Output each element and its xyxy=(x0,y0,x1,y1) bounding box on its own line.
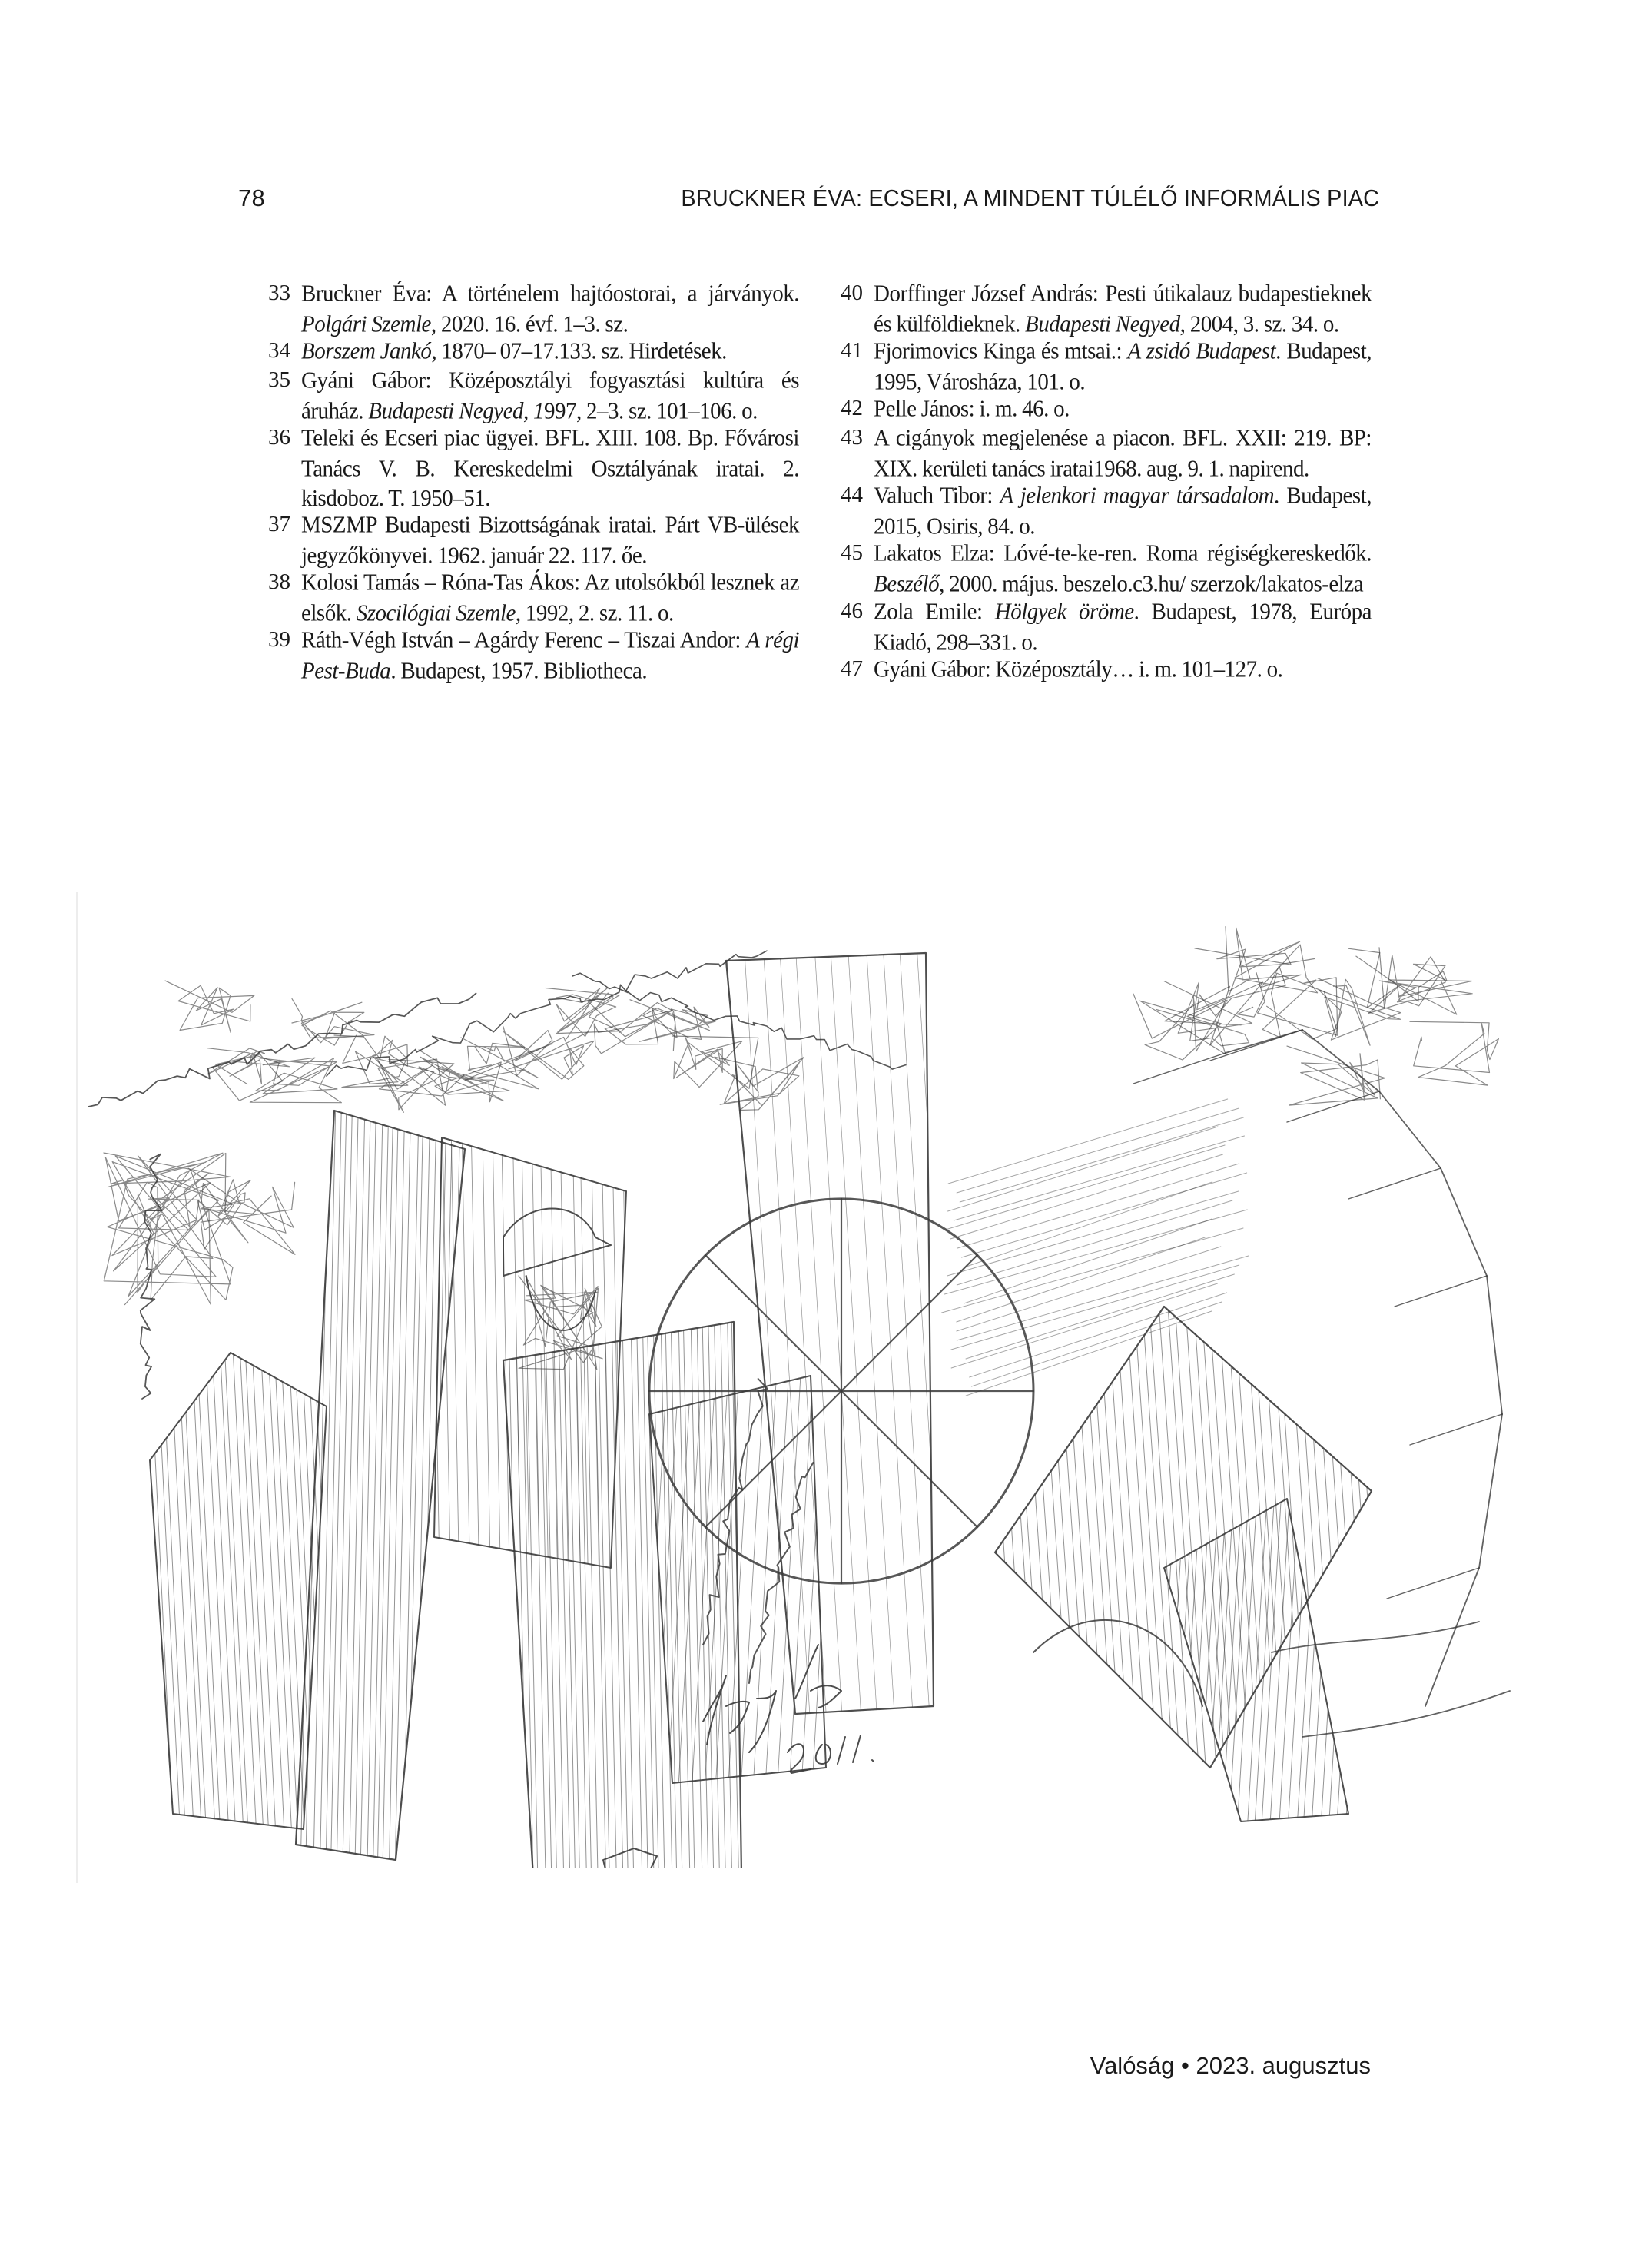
endnote-number: 47 xyxy=(841,656,863,681)
page-number: 78 xyxy=(238,184,265,211)
endnote-text-run: Gyáni Gábor: Középosztályi fogyasztási kultúra és áruház. xyxy=(301,367,799,423)
pen-ink-illustration xyxy=(73,876,1579,1868)
panel-hatching xyxy=(844,1307,1550,1768)
panel-hatching xyxy=(574,953,1116,1714)
endnotes-left-column xyxy=(254,279,799,683)
wind-streak xyxy=(957,1164,1239,1248)
endnote-text-run: , 1992, 2. sz. 11. o. xyxy=(515,599,674,626)
wind-streak xyxy=(947,1127,1217,1211)
endnote-number: 34 xyxy=(268,338,290,364)
wind-streak xyxy=(957,1256,1248,1340)
panel-wheel xyxy=(726,953,934,1714)
endnote-text xyxy=(301,510,799,571)
endnote-text-run: . Budapest, 1957. Bibliotheca. xyxy=(390,657,648,684)
endnote-number: 36 xyxy=(268,424,290,450)
endnote-text-run: Teleki és Ecseri piac ügyei. BFL. XIII. 108. Bp. Fővárosi Tanács V. B. Kereskedelmi Osztályának iratai. 2. kisdoboz. T. 1950–51. xyxy=(301,425,799,512)
endnote-number: 43 xyxy=(841,424,863,450)
wind-scribble xyxy=(1287,1046,1385,1105)
net-line xyxy=(1302,1691,1510,1737)
endnote-number: 44 xyxy=(841,483,863,508)
endnote xyxy=(254,568,799,626)
endnote-number: 46 xyxy=(841,598,863,623)
panel-hatching xyxy=(993,1499,1497,1821)
endnote-text-run: , 2020. 16. évf. 1–3. sz. xyxy=(430,310,629,337)
endnote-text-run: Valuch Tibor: xyxy=(874,483,1000,509)
endnote-text xyxy=(301,423,799,514)
footer-issue: Valóság • 2023. augusztus xyxy=(1090,2052,1371,2079)
wheel-spoke xyxy=(841,1391,977,1527)
endnote-title-italic: A zsidó Budapest xyxy=(1127,338,1276,364)
endnote xyxy=(826,539,1372,596)
wind-streak xyxy=(970,1293,1227,1377)
cloud-scribble xyxy=(503,1027,594,1079)
endnote-text xyxy=(301,337,799,367)
mountain-ridge xyxy=(327,951,767,1076)
endnote-text-run: A cigányok megjelenése a piacon. BFL. XXII: 219. BP: XIX. kerületi tanács iratai1968. aug. 9. 1. napirend. xyxy=(874,425,1372,482)
endnote-text-run: Ráth-Végh István – Agárdy Ferenc – Tiszai Andor: xyxy=(301,627,747,653)
endnote-number: 38 xyxy=(268,569,290,594)
cloud-scribble xyxy=(461,1038,552,1089)
endnote xyxy=(826,481,1372,539)
endnote-number: 45 xyxy=(841,540,863,566)
endnote-text-run: . Budapest, 1978, Európa Kiadó, 298–331. o. xyxy=(874,598,1372,655)
endnote-text xyxy=(874,279,1372,340)
wind-streak xyxy=(960,1117,1243,1202)
net-line xyxy=(1379,1091,1441,1168)
panel-hatching xyxy=(73,1353,496,1829)
cloud-scribble xyxy=(419,1050,509,1102)
endnote-text xyxy=(301,568,799,629)
endnote-title-italic: Polgári Szemle xyxy=(301,310,431,337)
net-line xyxy=(1387,1568,1479,1599)
endnote-title-italic: Budapesti Negyed, 1 xyxy=(368,397,544,423)
endnote-text-run: , 1870– 07–17.133. sz. Hirdetések. xyxy=(431,338,727,364)
wind-scribble xyxy=(1256,973,1338,1040)
net-line xyxy=(1395,1276,1487,1307)
face-profile xyxy=(1033,1620,1202,1706)
endnote-title-italic: Beszélő xyxy=(874,570,940,597)
endnote-text-run: MSZMP Budapesti Bizottságának iratai. Párt VB-ülések jegyzőkönyvei. 1962. január 22. 117. őe. xyxy=(301,511,799,568)
endnote-number: 41 xyxy=(841,338,863,364)
endnote-text xyxy=(301,626,799,686)
endnote-text-run: Zola Emile: xyxy=(874,598,995,625)
endnote xyxy=(254,366,799,423)
wind-streak xyxy=(966,1311,1212,1396)
cloud-scribble xyxy=(672,1036,758,1088)
endnote xyxy=(254,337,799,366)
endnote-text xyxy=(301,366,799,427)
net-line xyxy=(1133,1053,1226,1084)
shoe xyxy=(603,1848,657,1868)
endnote xyxy=(826,394,1372,423)
endnote xyxy=(826,279,1372,337)
endnote-text xyxy=(874,394,1372,424)
endnote-text-run: Gyáni Gábor: Középosztály… i. m. 101–127. o. xyxy=(874,656,1283,682)
cloud-scribble xyxy=(165,981,254,1032)
wind-streak xyxy=(947,1191,1239,1276)
endnote-text-run: Lakatos Elza: Lóvé-te-ke-ren. Roma régiségkereskedők. xyxy=(874,540,1372,567)
endnote-text xyxy=(874,337,1372,397)
cloud-scribble xyxy=(588,1001,677,1054)
endnote-text xyxy=(874,655,1372,685)
running-title: BRUCKNER ÉVA: ECSERI, A MINDENT TÚLÉLŐ INFORMÁLIS PIAC xyxy=(681,184,1379,211)
endnote-text-run: . Budapest, 1995, Városháza, 101. o. xyxy=(874,338,1372,395)
endnote-number: 39 xyxy=(268,627,290,653)
net-line xyxy=(1441,1168,1487,1276)
net-line xyxy=(1479,1414,1502,1568)
endnote-text-run: Dorffinger József András: Pesti útikalauz budapestieknek és külföldieknek. xyxy=(874,281,1372,337)
endnote-text xyxy=(874,481,1372,542)
endnote-text-run: 2004, 3. sz. 34. o. xyxy=(1185,310,1339,337)
signature-year xyxy=(788,1735,874,1773)
net-line xyxy=(1287,1091,1379,1122)
endnote xyxy=(826,337,1372,394)
wind-streak xyxy=(961,1173,1246,1257)
endnote-text-run: 997, 2–3. sz. 101–106. o. xyxy=(543,397,758,423)
tree-trunk xyxy=(141,1154,162,1400)
endnote-number: 40 xyxy=(841,281,863,305)
net-line xyxy=(1348,1168,1441,1199)
endnote-text xyxy=(301,279,799,340)
endnote-text xyxy=(874,597,1372,658)
endnote xyxy=(826,597,1372,655)
endnote xyxy=(254,423,799,510)
endnote xyxy=(254,279,799,337)
endnote-text-run: Bruckner Éva: A történelem hajtóostorai, a járványok. xyxy=(301,281,799,307)
endnote-text xyxy=(874,423,1372,484)
endnote-text-run: . Budapest, 2015, Osiris, 84. o. xyxy=(874,483,1372,540)
endnote-text-run: , 2000. május. beszelo.c3.hu/ szerzok/lakatos-elza xyxy=(939,570,1364,597)
wind-streak xyxy=(966,1274,1234,1359)
endnote-text-run: Pelle János: i. m. 46. o. xyxy=(874,396,1070,423)
wind-streak xyxy=(948,1099,1227,1184)
wind-streak xyxy=(954,1136,1244,1220)
endnote-text xyxy=(874,539,1372,599)
endnote-number: 37 xyxy=(268,511,290,536)
endnote xyxy=(826,423,1372,481)
net-line xyxy=(1425,1568,1479,1706)
wind-streak xyxy=(957,1247,1221,1331)
wind-streak xyxy=(950,1154,1223,1239)
wind-streak xyxy=(957,1108,1239,1193)
tree-foliage xyxy=(104,1153,233,1305)
endnote-number: 42 xyxy=(841,396,863,421)
endnote xyxy=(826,655,1372,684)
hat xyxy=(503,1209,611,1277)
endnote xyxy=(254,510,799,568)
wind-scribble xyxy=(1318,978,1401,1046)
endnote-title-italic: A jelenkori magyar társadalom xyxy=(1000,483,1275,509)
endnotes-right-column xyxy=(826,279,1372,683)
endnote-title-italic: Budapesti Negyed, xyxy=(1024,310,1186,337)
wind-streak xyxy=(946,1145,1226,1230)
endnote-text-run: Kolosi Tamás – Róna-Tas Ákos: Az utolsókból lesznek az elsők. xyxy=(301,569,799,626)
endnote-number: 35 xyxy=(268,367,290,392)
endnote-title-italic: Szocilógiai Szemle xyxy=(356,599,516,626)
endnote-title-italic: Hölgyek öröme xyxy=(994,598,1134,625)
illustration-drawing xyxy=(73,876,1579,1868)
endnote-text-run: Fjorimovics Kinga és mtsai.: xyxy=(874,338,1128,364)
endnote-title-italic: A régi Pest-Buda xyxy=(301,627,800,684)
endnote xyxy=(254,626,799,683)
net-line xyxy=(1487,1276,1502,1414)
tree-foliage xyxy=(188,1168,295,1254)
net-line xyxy=(1410,1414,1502,1445)
wind-scribble xyxy=(1410,1021,1498,1085)
endnote-number: 33 xyxy=(268,281,290,305)
running-head xyxy=(238,184,1379,215)
wind-scribble xyxy=(1379,948,1472,1014)
wheel-spoke xyxy=(841,1255,977,1391)
endnote-title-italic: Borszem Jankó xyxy=(301,338,432,364)
